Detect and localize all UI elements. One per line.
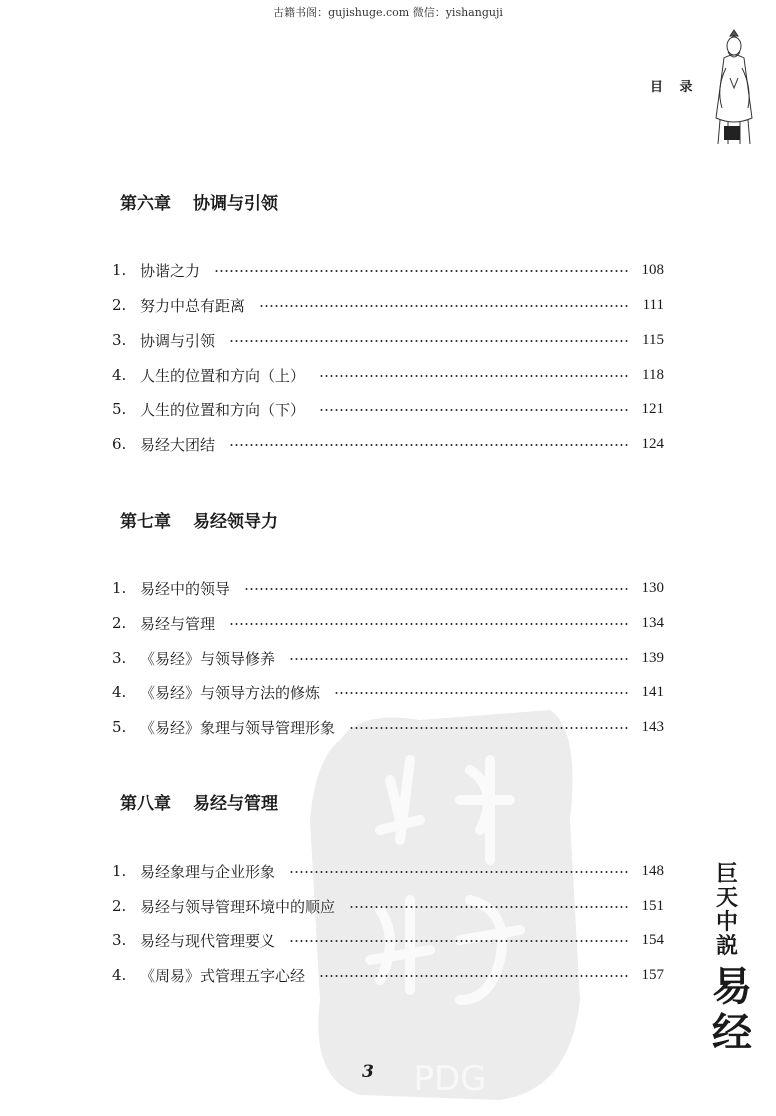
stamp-label: PDG (413, 1059, 487, 1099)
entry-title: 人生的位置和方向（上） (140, 366, 306, 385)
entry-title: 易经与管理 (140, 614, 216, 633)
chapter-number: 第六章 (120, 194, 171, 214)
leader-dots (319, 975, 628, 977)
toc-entry[interactable] (112, 963, 664, 987)
toc-entry[interactable] (112, 293, 664, 317)
entry-number: 4. (112, 366, 127, 384)
entry-page: 148 (641, 862, 664, 879)
chapter-heading (120, 789, 278, 814)
entry-title: 《易经》与领导修养 (140, 649, 276, 668)
toc-entry[interactable] (112, 258, 664, 282)
toc-entry[interactable] (112, 715, 664, 739)
chapter-heading (120, 189, 278, 214)
entry-title: 易经与现代管理要义 (140, 931, 276, 950)
leader-dots (214, 270, 628, 272)
entry-title: 易经大团结 (140, 435, 216, 454)
entry-page: 124 (641, 435, 664, 452)
entry-page: 143 (641, 718, 664, 735)
leader-dots (229, 623, 628, 625)
entry-title: 易经与领导管理环境中的顺应 (140, 897, 336, 916)
entry-number: 1. (112, 862, 127, 880)
sage-illustration (700, 28, 764, 148)
chapter-title: 易经与管理 (193, 794, 278, 814)
entry-page: 111 (642, 296, 664, 313)
toc-entry[interactable] (112, 680, 664, 704)
toc-entry[interactable] (112, 894, 664, 918)
entry-page: 121 (641, 400, 664, 417)
book-side-title (712, 861, 752, 1056)
entry-number: 2. (112, 897, 127, 915)
side-title-bottom: 易经 (712, 963, 752, 1056)
entry-number: 4. (112, 683, 127, 701)
entry-number: 1. (112, 261, 127, 279)
entry-number: 5. (112, 718, 127, 736)
entry-title: 努力中总有距离 (140, 296, 246, 315)
chapter-number: 第七章 (120, 512, 171, 532)
leader-dots (229, 444, 628, 446)
entry-number: 4. (112, 966, 127, 984)
toc-entry[interactable] (112, 928, 664, 952)
section-header: 目 录 (650, 80, 699, 95)
toc-entry[interactable] (112, 328, 664, 352)
toc-entry[interactable] (112, 611, 664, 635)
entry-title: 《易经》与领导方法的修炼 (140, 683, 321, 702)
entry-page: 139 (641, 649, 664, 666)
entry-number: 3. (112, 331, 127, 349)
entry-number: 1. (112, 579, 127, 597)
entry-title: 《易经》象理与领导管理形象 (140, 718, 336, 737)
chapter-number: 第八章 (120, 794, 171, 814)
entry-title: 易经象理与企业形象 (140, 862, 276, 881)
toc-entry[interactable] (112, 363, 664, 387)
leader-dots (319, 409, 628, 411)
entry-number: 2. (112, 296, 127, 314)
leader-dots (289, 658, 628, 660)
leader-dots (229, 340, 628, 342)
toc-entry[interactable] (112, 646, 664, 670)
leader-dots (289, 871, 628, 873)
entry-title: 协调与引领 (140, 331, 216, 350)
entry-page: 154 (641, 931, 664, 948)
top-watermark: 古籍书阁：gujishuge.com 微信：yishanguji (273, 6, 503, 19)
page-number: 3 (362, 1062, 374, 1082)
toc-entry[interactable] (112, 859, 664, 883)
entry-page: 130 (641, 579, 664, 596)
entry-number: 5. (112, 400, 127, 418)
leader-dots (319, 375, 628, 377)
entry-title: 《周易》式管理五字心经 (140, 966, 306, 985)
entry-page: 157 (641, 966, 664, 983)
leader-dots (244, 588, 628, 590)
entry-page: 134 (641, 614, 664, 631)
leader-dots (289, 940, 628, 942)
side-title-top: 巨天中説 (715, 861, 738, 959)
leader-dots (349, 906, 628, 908)
leader-dots (349, 727, 628, 729)
entry-page: 108 (641, 261, 664, 278)
leader-dots (259, 305, 628, 307)
chapter-heading (120, 507, 278, 532)
leader-dots (334, 692, 628, 694)
entry-number: 2. (112, 614, 127, 632)
toc-entry[interactable] (112, 576, 664, 600)
entry-number: 3. (112, 649, 127, 667)
entry-page: 141 (641, 683, 664, 700)
entry-title: 人生的位置和方向（下） (140, 400, 306, 419)
chapter-title: 协调与引领 (193, 194, 278, 214)
entry-page: 115 (642, 331, 664, 348)
entry-title: 协谐之力 (140, 261, 201, 280)
toc-entry[interactable] (112, 432, 664, 456)
entry-number: 3. (112, 931, 127, 949)
entry-page: 118 (642, 366, 664, 383)
entry-number: 6. (112, 435, 127, 453)
toc-entry[interactable] (112, 397, 664, 421)
chapter-title: 易经领导力 (193, 512, 278, 532)
entry-title: 易经中的领导 (140, 579, 231, 598)
entry-page: 151 (641, 897, 664, 914)
